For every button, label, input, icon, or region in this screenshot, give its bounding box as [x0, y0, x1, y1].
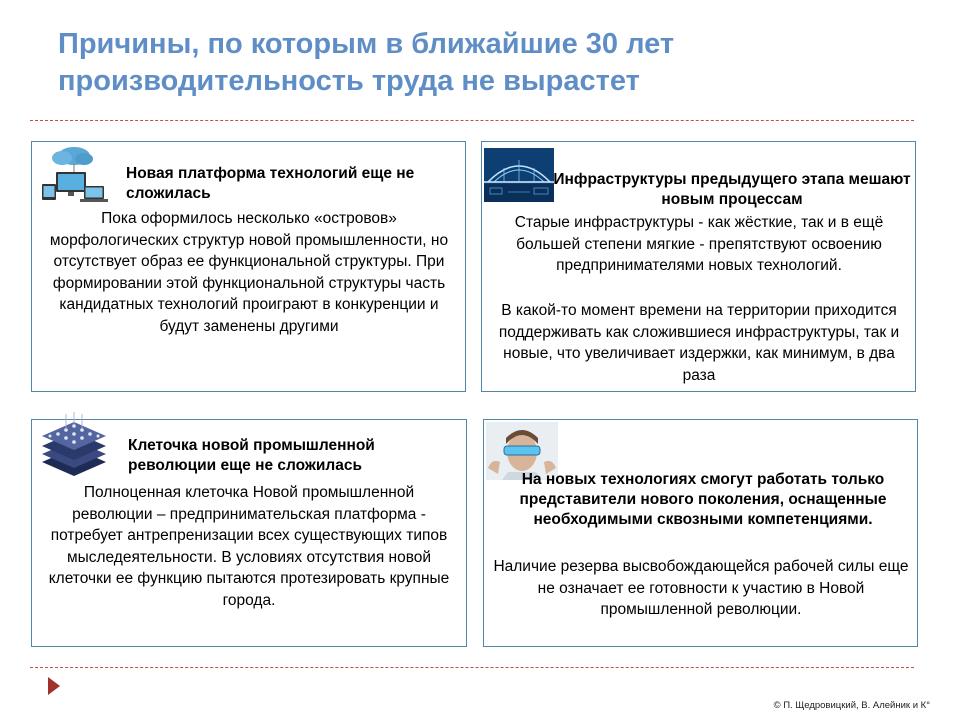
bottom-divider	[30, 667, 914, 668]
card-heading: Инфраструктуры предыдущего этапа мешают новым процессам	[553, 171, 911, 208]
slide-title: Причины, по которым в ближайшие 30 лет производительность труда не вырастет	[58, 28, 675, 97]
card-heading: Клеточка новой промышленной революции еще не сложилась	[128, 437, 375, 474]
card-platform	[31, 141, 466, 392]
card-heading: Новая платформа технологий еще не сложилась	[126, 165, 415, 202]
card-body: Полноценная клеточка Новой промышленной революции – предпринимательская платформа - потребует антрепренизации всех существующих типов мыследеятельности. В условиях отсутствия новой клеточки ее функцию пытаются протезировать крупные города.	[48, 484, 450, 609]
card-body-secondary: В какой-то момент времени на территории приходится поддерживать как сложившиеся инфраструктуры, так и новые, что увеличивает издержки, как минимум, в два раза	[498, 302, 900, 384]
card-cell	[31, 419, 467, 647]
top-divider	[30, 120, 914, 121]
layered-platform-icon	[36, 410, 112, 482]
card-body: Наличие резерва высвобождающейся рабочей силы еще не означает ее готовности к участию в Новой промышленной революции.	[493, 558, 909, 618]
card-generation	[483, 419, 918, 647]
cloud-devices-icon	[38, 142, 108, 206]
card-body: Пока оформилось несколько «островов» морфологических структур новой промышленности, но отсутствует образ ее функциональной структуры. При формировании этой функциональной структуры часть кандидатных технологий проиграют в конкуренции и будут заменены другими	[49, 210, 449, 335]
card-heading: На новых технологиях смогут работать только представители нового поколения, оснащенные необходимыми сквозными компетенциями.	[519, 471, 887, 528]
card-infrastructure	[481, 141, 916, 392]
copyright-text: © П. Щедровицкий, В. Алейник и К°	[773, 700, 930, 711]
bridge-infrastructure-icon	[484, 148, 554, 202]
next-slide-arrow-icon[interactable]	[48, 677, 60, 695]
card-body: Старые инфраструктуры - как жёсткие, так и в ещё большей степени мягкие - препятствуют освоению предпринимателями новых технологий.	[514, 214, 884, 274]
